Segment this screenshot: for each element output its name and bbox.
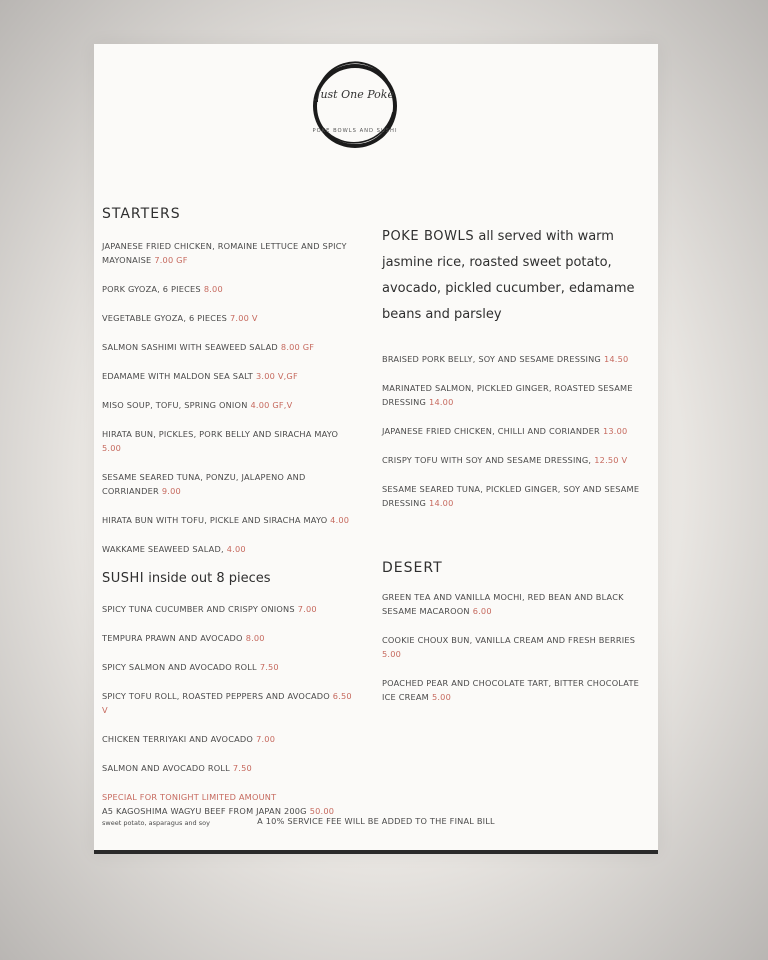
poke-item: JAPANESE FRIED CHICKEN, CHILLI AND CORIANDER 13.00 bbox=[382, 426, 628, 436]
starter-item: MISO SOUP, TOFU, SPRING ONION 4.00 GF,V bbox=[102, 400, 293, 410]
starter-item: PORK GYOZA, 6 PIECES 8.00 bbox=[102, 284, 223, 294]
sushi-item: SPICY TUNA CUCUMBER AND CRISPY ONIONS 7.00 bbox=[102, 604, 317, 614]
sushi-item: CHICKEN TERRIYAKI AND AVOCADO 7.00 bbox=[102, 734, 276, 744]
poke-item: BRAISED PORK BELLY, SOY AND SESAME DRESSING 14.50 bbox=[382, 354, 629, 364]
starters-title: STARTERS bbox=[102, 206, 181, 222]
service-fee-note: A 10% SERVICE FEE WILL BE ADDED TO THE FINAL BILL bbox=[257, 816, 495, 826]
logo-name: Just One Poke bbox=[316, 88, 394, 101]
menu-page bbox=[94, 44, 658, 854]
sushi-item: SPICY TOFU ROLL, ROASTED PEPPERS AND AVOCADO 6.50 V bbox=[102, 691, 352, 715]
starter-item: EDAMAME WITH MALDON SEA SALT 3.00 V,GF bbox=[102, 371, 298, 381]
starter-item: SALMON SASHIMI WITH SEAWEED SALAD 8.00 GF bbox=[102, 342, 315, 352]
desert-item: GREEN TEA AND VANILLA MOCHI, RED BEAN AND BLACK SESAME MACAROON 6.00 bbox=[382, 592, 624, 616]
starter-item: VEGETABLE GYOZA, 6 PIECES 7.00 V bbox=[102, 313, 258, 323]
special-price: 50.00 bbox=[309, 806, 335, 816]
special-heading: SPECIAL FOR TONIGHT LIMITED AMOUNT bbox=[102, 792, 277, 802]
poke-item: CRISPY TOFU WITH SOY AND SESAME DRESSING, 12.50 V bbox=[382, 455, 628, 465]
sushi-item: SALMON AND AVOCADO ROLL 7.50 bbox=[102, 763, 252, 773]
starter-item: HIRATA BUN, PICKLES, PORK BELLY AND SIRACHA MAYO 5.00 bbox=[102, 429, 339, 453]
sushi-item: TEMPURA PRAWN AND AVOCADO 8.00 bbox=[102, 633, 265, 643]
starter-item: JAPANESE FRIED CHICKEN, ROMAINE LETTUCE AND SPICY MAYONAISE 7.00 GF bbox=[102, 241, 347, 265]
starter-item: HIRATA BUN WITH TOFU, PICKLE AND SIRACHA MAYO 4.00 bbox=[102, 515, 350, 525]
poke-item: MARINATED SALMON, PICKLED GINGER, ROASTED SESAME DRESSING 14.00 bbox=[382, 383, 633, 407]
poke-title: POKE BOWLS all served with warm jasmine rice, roasted sweet potato, avocado, pickled cucumber, edamame beans and parsley bbox=[382, 229, 635, 322]
starter-item: SESAME SEARED TUNA, PONZU, JALAPENO AND CORRIANDER 9.00 bbox=[102, 472, 306, 496]
starter-item: WAKKAME SEAWEED SALAD, 4.00 bbox=[102, 544, 246, 554]
desert-title: DESERT bbox=[382, 560, 443, 576]
desert-item: POACHED PEAR AND CHOCOLATE TART, BITTER CHOCOLATE ICE CREAM 5.00 bbox=[382, 678, 640, 702]
desert-item: COOKIE CHOUX BUN, VANILLA CREAM AND FRESH BERRIES 5.00 bbox=[382, 635, 636, 659]
sushi-title: SUSHI inside out 8 pieces bbox=[102, 571, 271, 586]
logo-ring-icon bbox=[307, 58, 403, 154]
poke-item: SESAME SEARED TUNA, PICKLED GINGER, SOY AND SESAME DRESSING 14.00 bbox=[382, 484, 640, 508]
right-column bbox=[382, 224, 654, 719]
special-note: sweet potato, asparagus and soy bbox=[102, 819, 210, 827]
left-column bbox=[102, 206, 352, 828]
logo bbox=[307, 58, 403, 154]
sushi-item: SPICY SALMON AND AVOCADO ROLL 7.50 bbox=[102, 662, 279, 672]
special-text: A5 KAGOSHIMA WAGYU BEEF FROM JAPAN 200G bbox=[102, 806, 307, 816]
logo-tagline: POKE BOWLS AND SUSHI bbox=[312, 128, 398, 134]
